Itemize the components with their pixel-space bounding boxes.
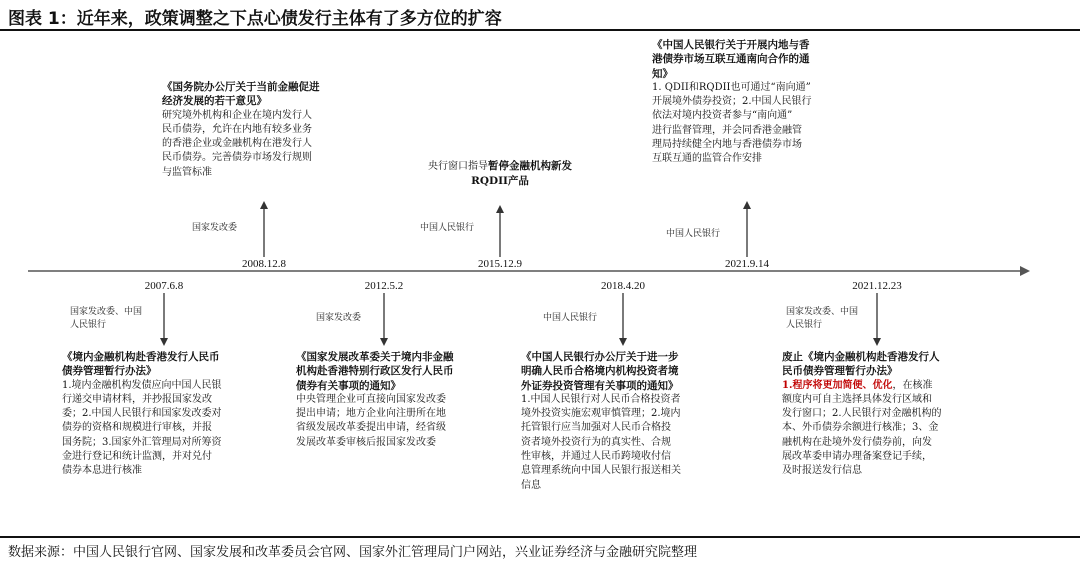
event-body-line: 发行窗口；2.人民银行对金融机构的 <box>782 408 942 420</box>
event-body-line: 资者境外投资行为的真实性、合规 <box>521 436 671 448</box>
figure-title: 图表 1：近年来，政策调整之下点心债发行主体有了多方位的扩容 <box>8 9 502 29</box>
event-box-2012 <box>296 350 454 450</box>
issuer-label <box>786 306 858 332</box>
event-body-line: 债券的资格和规模进行审核，并报 <box>62 422 212 434</box>
event-body-line: 发展改革委审核后报国家发改委 <box>296 436 436 448</box>
event-body-line: 的香港企业或金融机构在港发行人 <box>162 138 312 150</box>
event-header-line: 外证券投资管理有关事项的通知》 <box>521 379 679 392</box>
event-body-line: 开展境外债券投资；2.中国人民银行 <box>652 96 812 108</box>
event-header-line: 经济发展的若干意见》 <box>162 95 267 108</box>
event-body-line: 融机构在赴境外发行债券前，向发 <box>782 436 932 448</box>
event-body-line: 1. QDII和RQDII也可通过“南向通” <box>652 81 811 93</box>
issuer-label <box>316 312 361 325</box>
event-text-bold: 暂停金融机构新发 <box>488 160 572 172</box>
issuer-label <box>420 222 474 235</box>
event-body-line: 民币债券，允许在内地有较多业务 <box>162 123 312 135</box>
event-body-line: 息管理系统向中国人民银行报送相关 <box>521 465 681 477</box>
event-header-line: 民币债券管理暂行办法》 <box>782 365 898 378</box>
event-header-line: RQDII产品 <box>471 175 529 188</box>
issuer-line: 国家发改委 <box>192 223 238 233</box>
event-text-prefix: 央行窗口指导 <box>428 161 488 172</box>
event-body-line: 中央管理企业可直接向国家发改委 <box>296 393 446 405</box>
timeline-arrowhead <box>1020 266 1030 276</box>
event-header-line: 《国家发展改革委关于境内非金融 <box>296 351 454 363</box>
body-suffix: ，在核准 <box>892 379 933 391</box>
date-label: 2015.12.9 <box>478 258 522 270</box>
event-header-line: 《中国人民银行办公厅关于进一步 <box>521 351 679 363</box>
event-header-line: 机构赴香港特别行政区发行人民币 <box>296 365 454 378</box>
event-header-line: 废止《境内金融机构赴香港发行人 <box>782 351 940 363</box>
event-header-line: 《国务院办公厅关于当前金融促进 <box>162 81 320 93</box>
issuer-line: 国家发改委、中国 <box>786 307 859 317</box>
event-body-line: 民币债券。完善债券市场发行规则 <box>162 152 312 164</box>
issuer-line: 人民银行 <box>786 320 823 330</box>
event-body-line: 托管银行应当加强对人民币合格投 <box>521 422 671 434</box>
event-header-line: 《境内金融机构赴香港发行人民币 <box>62 351 220 363</box>
issuer-line: 中国人民银行 <box>666 229 721 239</box>
issuer-line: 国家发改委、中国 <box>70 307 143 317</box>
event-header-line: 港债券市场互联互通南向合作的通 <box>652 53 810 66</box>
event-header-line: 债券有关事项的通知》 <box>296 379 401 392</box>
event-body-line: 境外投资实施宏观审慎管理；2.境内 <box>521 408 681 420</box>
event-body-line: 理局持续健全内地与香港债券市场 <box>652 139 802 151</box>
issuer-label <box>666 228 720 241</box>
date-label: 2008.12.8 <box>242 258 286 270</box>
event-header-line: 债券管理暂行办法》 <box>62 365 157 378</box>
event-header-line: 《中国人民银行关于开展内地与香 <box>652 39 810 51</box>
event-body-line: 及时报送发行信息 <box>782 465 862 477</box>
event-body-line: 额度内可自主选择具体发行区域和 <box>782 393 932 405</box>
event-box-2018 <box>521 350 681 493</box>
event-body-line: 省级发展改革委提出申请，经省级 <box>296 422 446 434</box>
event-header-line: 知》 <box>652 67 673 80</box>
event-box-2015 <box>400 159 600 189</box>
date-label: 2007.6.8 <box>144 280 184 292</box>
event-box-2021-12 <box>782 350 942 479</box>
event-box-2008 <box>162 80 320 180</box>
issuer-line: 人民银行 <box>70 320 107 330</box>
issuer-label <box>192 222 237 235</box>
event-header-line: 明确人民币合格境内机构投资者境 <box>521 365 679 378</box>
date-label: 2021.9.14 <box>725 258 769 270</box>
event-body-line: 委；2.中国人民银行和国家发改委对 <box>62 408 222 420</box>
event-box-2021-9 <box>652 38 812 167</box>
issuer-line: 中国人民银行 <box>543 313 598 323</box>
issuer-line: 国家发改委 <box>316 313 362 323</box>
event-body-line: 债券本息进行核准 <box>62 465 142 477</box>
event-body-line: 展改革委申请办理备案登记手续， <box>782 451 932 463</box>
event-body-line: 行递交申请材料，并抄报国家发改 <box>62 393 212 405</box>
event-box-2007 <box>62 350 222 479</box>
event-body-line: 研究境外机构和企业在境内发行人 <box>162 109 312 121</box>
event-body-line: 1.中国人民银行对人民币合格投资者 <box>521 393 681 405</box>
event-body-line: 性审核，并通过人民币跨境收付信 <box>521 451 671 463</box>
source-note: 数据来源：中国人民银行官网、国家发展和改革委员会官网、国家外汇管理局门户网站，兴业证券经济与金融研究院整理 <box>8 545 698 560</box>
event-body-line: 金进行登记和统计监测，并对兑付 <box>62 451 212 463</box>
highlight-prefix: 1. <box>782 379 793 391</box>
date-label: 2021.12.23 <box>852 280 902 292</box>
event-body-line <box>400 159 600 174</box>
issuer-line: 中国人民银行 <box>420 223 475 233</box>
date-label: 2012.5.2 <box>364 280 404 292</box>
event-body-line: 依法对境内投资者参与“南向通” <box>652 110 793 122</box>
date-label: 2018.4.20 <box>601 280 645 292</box>
highlight-text: 程序将更加简便、优化 <box>792 379 893 391</box>
event-body-line: 提出申请；地方企业向注册所在地 <box>296 408 446 420</box>
issuer-label <box>543 312 597 325</box>
event-body-line: 互联互通的监管合作安排 <box>652 153 762 165</box>
event-body-line: 信息 <box>521 479 541 491</box>
event-body-line: 与监管标准 <box>162 166 212 178</box>
event-body-line <box>782 379 942 393</box>
event-body-line: 本、外币债券余额进行核准；3、金 <box>782 422 939 434</box>
event-body-line: 国务院；3.国家外汇管理局对所筹资 <box>62 436 222 448</box>
event-body-line: 进行监督管理，并会同香港金融管 <box>652 124 802 136</box>
issuer-label <box>70 306 142 332</box>
event-body-line: 1.境内金融机构发债应向中国人民银 <box>62 379 222 391</box>
